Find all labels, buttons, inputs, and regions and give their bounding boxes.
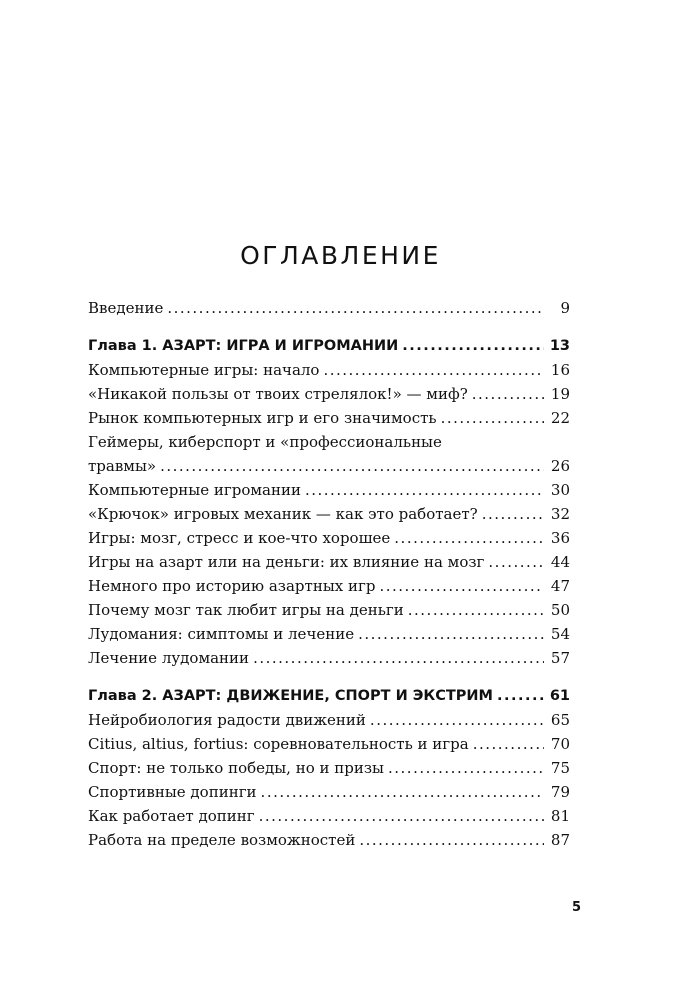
- dot-leader: [473, 732, 544, 756]
- toc-entry: [88, 406, 570, 430]
- dot-leader: [408, 598, 544, 622]
- dot-leader: [305, 478, 544, 502]
- toc-entry-page: 65: [550, 711, 570, 729]
- dot-leader: [482, 502, 544, 526]
- toc-entry: [88, 574, 570, 598]
- toc-entry-page: 36: [550, 529, 570, 547]
- toc-entry-intro: [88, 296, 570, 320]
- toc-entry-title: «Никакой пользы от твоих стрелялок!» — миф?: [88, 385, 468, 403]
- toc-entry-title: Citius, altius, fortius: соревновательность и игра: [88, 735, 469, 753]
- toc-entry-page: 70: [550, 735, 570, 753]
- toc-entry-page: 79: [550, 783, 570, 801]
- toc-entry-page: 75: [550, 759, 570, 777]
- chapter-page: 61: [549, 688, 570, 704]
- toc-entry-page: 9: [560, 299, 570, 317]
- dot-leader: [359, 828, 544, 852]
- toc-entry-page: 19: [550, 385, 570, 403]
- dot-leader: [358, 622, 544, 646]
- toc-entry-title: травмы»: [88, 457, 157, 475]
- toc-entry-title: Игры: мозг, стресс и кое-что хорошее: [88, 529, 391, 547]
- toc-entry-title: Геймеры, киберспорт и «профессиональные: [88, 433, 442, 451]
- toc-entry-page: 22: [550, 409, 570, 427]
- toc-entry-page: 50: [550, 601, 570, 619]
- chapter-title: Глава 1. АЗАРТ: ИГРА И ИГРОМАНИИ: [88, 338, 399, 354]
- toc-entry-page: 44: [550, 553, 570, 571]
- toc-entry: [88, 732, 570, 756]
- toc-entry-title: «Крючок» игровых механик — как это работает?: [88, 505, 478, 523]
- toc-chapter-1: [88, 334, 570, 358]
- toc-entry-title: Немного про историю азартных игр: [88, 577, 376, 595]
- dot-leader: [388, 756, 544, 780]
- dot-leader: [323, 358, 544, 382]
- toc-entry: [88, 804, 570, 828]
- toc-entry-page: 54: [550, 625, 570, 643]
- toc-entry-title: Компьютерные игры: начало: [88, 361, 320, 379]
- chapter-page: 13: [549, 338, 570, 354]
- dot-leader: [370, 708, 544, 732]
- dot-leader: [394, 526, 544, 550]
- table-of-contents: [88, 296, 570, 852]
- toc-entry-title: Спорт: не только победы, но и призы: [88, 759, 384, 777]
- toc-entry: [88, 708, 570, 732]
- toc-entry: [88, 526, 570, 550]
- toc-entry-title: Как работает допинг: [88, 807, 255, 825]
- toc-entry: [88, 622, 570, 646]
- dot-leader: [253, 646, 544, 670]
- dot-leader: [259, 804, 544, 828]
- chapter-title: Глава 2. АЗАРТ: ДВИЖЕНИЕ, СПОРТ И ЭКСТРИМ: [88, 688, 493, 704]
- dot-leader: [261, 780, 544, 804]
- dot-leader: [167, 296, 544, 320]
- toc-entry-page: 47: [550, 577, 570, 595]
- toc-entry-page: 30: [550, 481, 570, 499]
- page-number: 5: [571, 900, 581, 915]
- toc-entry-title: Нейробиология радости движений: [88, 711, 366, 729]
- toc-entry: [88, 756, 570, 780]
- toc-entry-page: 26: [550, 457, 570, 475]
- dot-leader: [488, 550, 544, 574]
- dot-leader: [472, 382, 544, 406]
- toc-entry: [88, 478, 570, 502]
- dot-leader: [441, 406, 544, 430]
- toc-entry: [88, 646, 570, 670]
- dot-leader: [402, 334, 544, 358]
- toc-entry-page: 32: [550, 505, 570, 523]
- toc-entry: [88, 780, 570, 804]
- toc-entry: [88, 358, 570, 382]
- toc-entry-title: Спортивные допинги: [88, 783, 257, 801]
- toc-entry-title: Работа на пределе возможностей: [88, 831, 356, 849]
- toc-entry-title: Компьютерные игромании: [88, 481, 301, 499]
- dot-leader: [497, 684, 544, 708]
- toc-entry-title: Введение: [88, 299, 164, 317]
- toc-entry-title: Игры на азарт или на деньги: их влияние на мозг: [88, 553, 485, 571]
- toc-entry-title: Лечение лудомании: [88, 649, 250, 667]
- toc-entry-page: 81: [550, 807, 570, 825]
- toc-entry-page: 57: [550, 649, 570, 667]
- page-title: ОГЛАВЛЕНИЕ: [240, 241, 441, 270]
- toc-entry-title: Рынок компьютерных игр и его значимость: [88, 409, 437, 427]
- dot-leader: [160, 454, 544, 478]
- toc-entry-title: Почему мозг так любит игры на деньги: [88, 601, 404, 619]
- toc-entry: [88, 550, 570, 574]
- toc-entry: [88, 454, 570, 478]
- toc-entry: [88, 598, 570, 622]
- toc-chapter-2: [88, 684, 570, 708]
- toc-entry: [88, 828, 570, 852]
- toc-entry-page: 87: [550, 831, 570, 849]
- toc-entry: [88, 502, 570, 526]
- toc-entry-page: 16: [550, 361, 570, 379]
- toc-entry: [88, 382, 570, 406]
- toc-entry-line-1: [88, 430, 570, 454]
- toc-entry-title: Лудомания: симптомы и лечение: [88, 625, 355, 643]
- dot-leader: [379, 574, 544, 598]
